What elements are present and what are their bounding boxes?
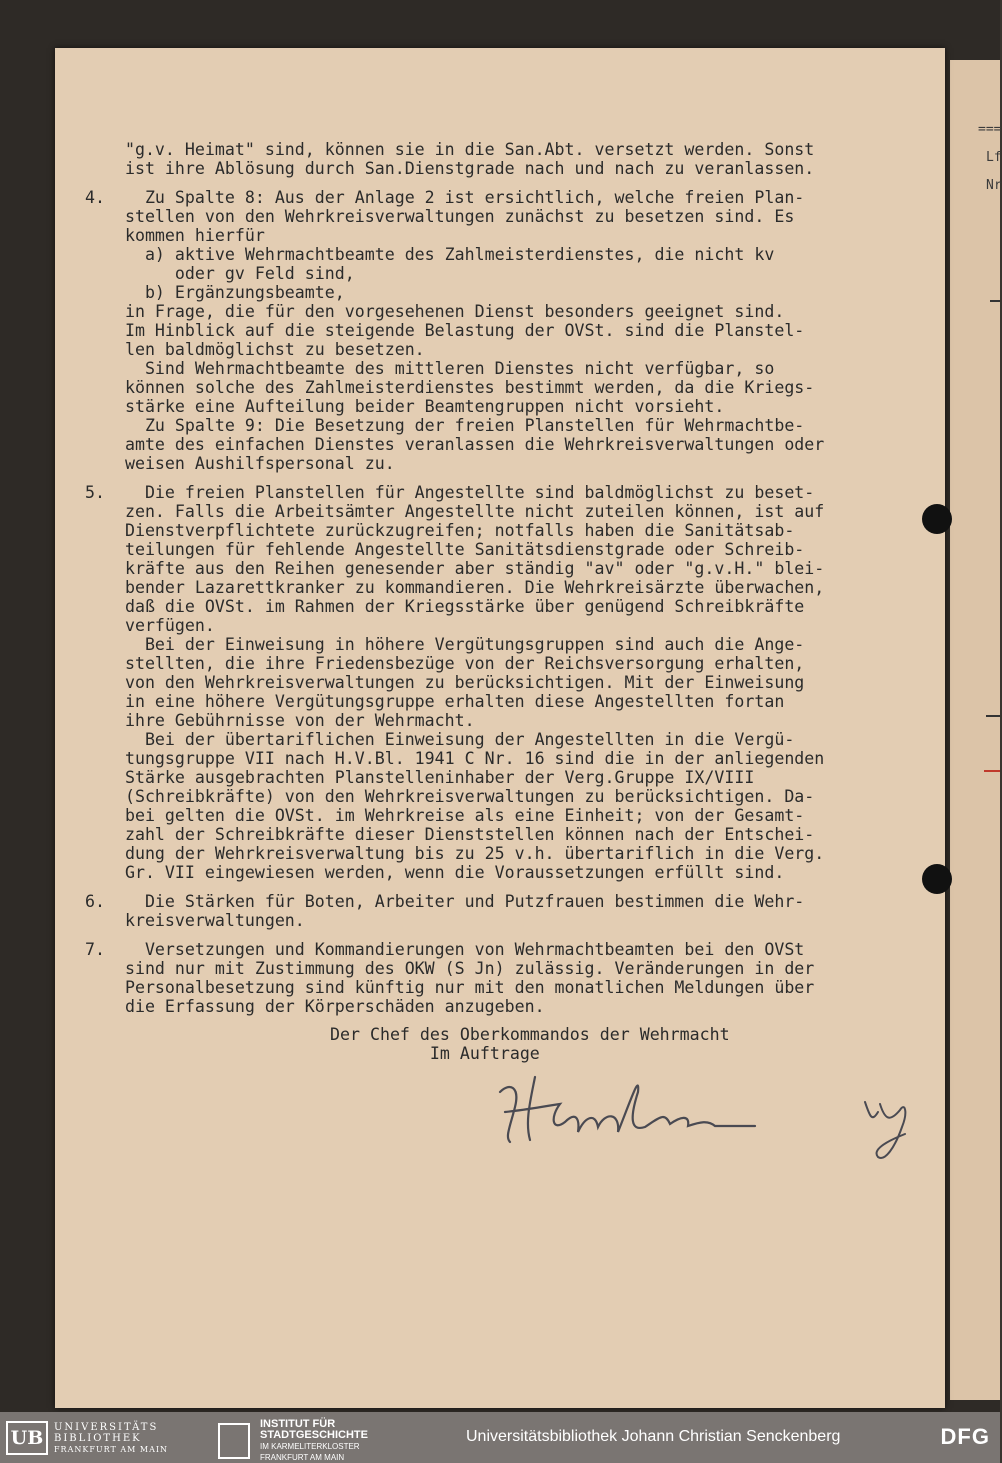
ub-line-1: UNIVERSITÄTS [54,1421,159,1433]
signature-stroke [500,1077,755,1142]
ub-logo[interactable] [6,1420,168,1456]
doc-line: die Erfassung der Körperschäden anzugeben. [85,997,545,1016]
doc-line: stellen von den Wehrkreisverwaltungen zunächst zu besetzen sind. Es [85,207,795,226]
doc-line: kreisverwaltungen. [85,911,305,930]
document-body [85,140,940,1016]
doc-line: amte des einfachen Dienstes veranlassen die Wehrkreisverwaltungen oder [85,435,825,454]
doc-line: tungsgruppe VII nach H.V.Bl. 1941 C Nr. 16 sind die in der anliegenden [85,749,825,768]
edge-mark [986,715,1000,717]
punch-hole [922,864,952,894]
doc-line: bender Lazarettkranker zu kommandieren. Die Wehrkreisärzte überwachen, [85,578,825,597]
doc-line: in eine höhere Vergütungsgruppe erhalten diese Angestellten fortan [85,692,785,711]
isg-line-4: FRANKFURT AM MAIN [260,1453,345,1462]
doc-line: Gr. VII eingewiesen werden, wenn die Voraussetzungen erfüllt sind. [85,863,785,882]
doc-line: von den Wehrkreisverwaltungen zu berücksichtigen. Mit der Einweisung [85,673,805,692]
doc-line: bei gelten die OVSt. im Wehrkreise als eine Einheit; von der Gesamt- [85,806,805,825]
doc-line: stellten, die ihre Friedensbezüge von der Reichsversorgung erhalten, [85,654,805,673]
isg-line-1: INSTITUT FÜR [260,1418,336,1430]
doc-line: Bei der übertariflichen Einweisung der Angestellten in die Vergü- [85,730,795,749]
doc-line: teilungen für fehlende Angestellte Sanitätsdienstgrade oder Schreib- [85,540,805,559]
adjacent-page-edge [950,60,1000,1400]
edge-fragment-2: Lf [986,150,1002,165]
ub-line-3: FRANKFURT AM MAIN [54,1444,169,1454]
doc-line: Im Hinblick auf die steigende Belastung der OVSt. sind die Planstel- [85,321,805,340]
isg-line-3: IM KARMELITERKLOSTER [260,1442,360,1451]
ub-line-2: BIBLIOTHEK [54,1432,142,1444]
edge-fragment-3: Nr [986,178,1002,193]
doc-line: zahl der Schreibkräfte dieser Dienststellen können nach der Entschei- [85,825,815,844]
doc-line: Dienstverpflichtete zurückzugreifen; notfalls haben die Sanitätsab- [85,521,795,540]
doc-line: Stärke ausgebrachten Planstelleninhaber der Verg.Gruppe IX/VIII [85,768,755,787]
dfg-logo[interactable]: DFG [940,1424,990,1449]
doc-line: daß die OVSt. im Rahmen der Kriegsstärke über genügend Schreibkräfte [85,597,805,616]
isg-mark-icon [218,1423,250,1459]
doc-line: können solche des Zahlmeisterdienstes bestimmt werden, da die Kriegs- [85,378,815,397]
punch-hole [922,504,952,534]
isg-line-2: STADTGESCHICHTE [260,1429,368,1441]
handwritten-signature [480,1062,940,1176]
doc-line: kommen hierfür [85,226,265,245]
doc-line: (Schreibkräfte) von den Wehrkreisverwaltungen zu berücksichtigen. Da- [85,787,815,806]
doc-line: weisen Aushilfspersonal zu. [85,454,395,473]
doc-line: sind nur mit Zustimmung des OKW (S Jn) zulässig. Veränderungen in der [85,959,815,978]
doc-line: verfügen. [85,616,215,635]
footer-title[interactable]: Universitätsbibliothek Johann Christian Senckenberg [466,1428,841,1445]
edge-mark [990,300,1000,302]
doc-line: 6. Die Stärken für Boten, Arbeiter und Putzfrauen bestimmen die Wehr- [85,892,805,911]
doc-line: 4. Zu Spalte 8: Aus der Anlage 2 ist ersichtlich, welche freien Plan- [85,188,805,207]
closing-line-2: Im Auftrage [330,1044,540,1063]
doc-line: ihre Gebührnisse von der Wehrmacht. [85,711,475,730]
doc-line: "g.v. Heimat" sind, können sie in die San.Abt. versetzt werden. Sonst [85,140,815,159]
doc-line: Zu Spalte 9: Die Besetzung der freien Planstellen für Wehrmachtbe- [85,416,805,435]
closing-block [330,1025,730,1063]
doc-line: in Frage, die für den vorgesehenen Dienst besonders geeignet sind. [85,302,785,321]
doc-line: a) aktive Wehrmachtbeamte des Zahlmeisterdienstes, die nicht kv [85,245,775,264]
doc-line: Sind Wehrmachtbeamte des mittleren Dienstes nicht verfügbar, so [85,359,775,378]
ub-abbr: UB [6,1421,48,1455]
doc-line: Bei der Einweisung in höhere Vergütungsgruppen sind auch die Ange- [85,635,805,654]
doc-line: ist ihre Ablösung durch San.Dienstgrade nach und nach zu veranlassen. [85,159,815,178]
initials-stroke [865,1102,905,1158]
doc-line: len baldmöglichst zu besetzen. [85,340,425,359]
closing-line-1: Der Chef des Oberkommandos der Wehrmacht [330,1025,730,1044]
doc-line: stärke eine Aufteilung beider Beamtengruppen nicht vorsieht. [85,397,725,416]
doc-line: 5. Die freien Planstellen für Angestellte sind baldmöglichst zu beset- [85,483,815,502]
edge-mark-red [984,770,1000,772]
doc-line: kräfte aus den Reihen genesender aber ständig "av" oder "g.v.H." blei- [85,559,825,578]
doc-line: 7. Versetzungen und Kommandierungen von Wehrmachtbeamten bei den OVSt [85,940,805,959]
isg-logo[interactable] [218,1419,368,1463]
doc-line: oder gv Feld sind, [85,264,355,283]
doc-line: b) Ergänzungsbeamte, [85,283,345,302]
doc-line: dung der Wehrkreisverwaltung bis zu 25 v.h. übertariflich in die Verg. [85,844,825,863]
edge-fragment-1: === [978,122,1002,137]
doc-line: Personalbesetzung sind künftig nur mit den monatlichen Meldungen über [85,978,815,997]
doc-line: zen. Falls die Arbeitsämter Angestellte nicht zuteilen können, ist auf [85,502,825,521]
footer-bar [0,1412,1000,1463]
